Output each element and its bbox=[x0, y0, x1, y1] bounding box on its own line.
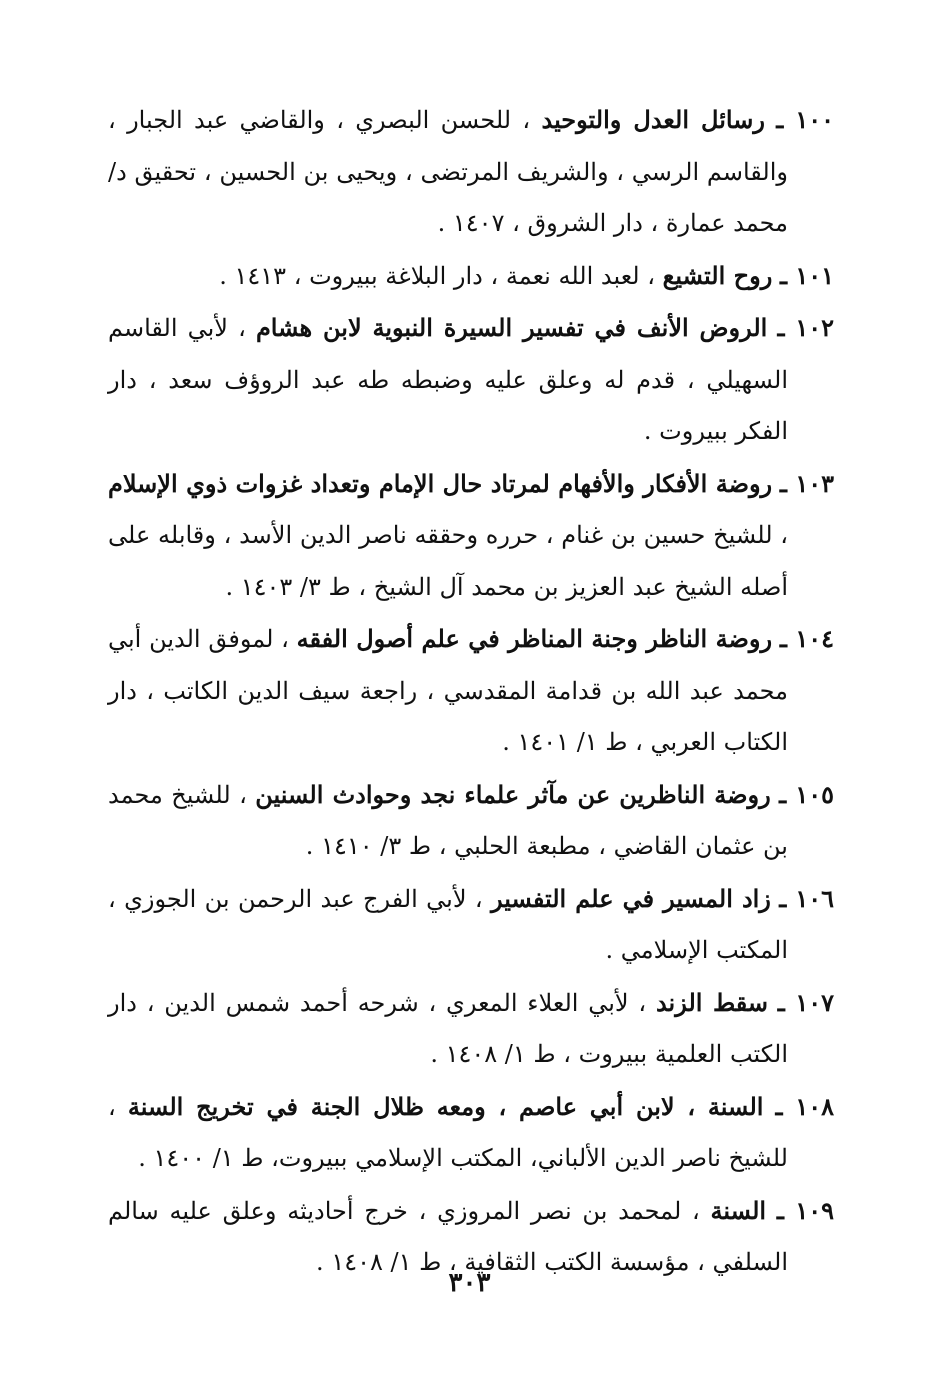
entry-title: السنة ، لابن أبي عاصم ، ومعه ظلال الجنة في تخريج السنة bbox=[127, 1091, 764, 1121]
entry-number: ١٠٩ ـ bbox=[776, 1195, 834, 1225]
page-number: ٣٠٣ bbox=[448, 1268, 491, 1298]
bibliography-entry bbox=[108, 458, 834, 614]
entry-number: ١٠١ ـ bbox=[779, 260, 834, 290]
entry-title: السنة bbox=[710, 1195, 767, 1225]
bibliography-entry bbox=[108, 250, 834, 303]
entry-number: ١٠٥ ـ bbox=[779, 779, 834, 809]
entry-title: روح التشيع bbox=[662, 260, 773, 290]
bibliography-entry bbox=[108, 769, 834, 873]
entry-title: رسائل العدل والتوحيد bbox=[541, 105, 765, 134]
bibliography-entry bbox=[108, 873, 834, 977]
bibliography-entry bbox=[108, 1081, 834, 1185]
entry-details: ، لأبي الفرج عبد الرحمن بن الجوزي ، المكتب الإسلامي . bbox=[108, 884, 788, 964]
entry-details: ، لعبد الله نعمة ، دار البلاغة ببيروت ، ١٤١٣ . bbox=[219, 261, 663, 290]
entry-details: ، للشيخ ناصر الدين الألباني، المكتب الإسلامي ببيروت، ط ١/ ١٤٠٠ . bbox=[108, 1092, 788, 1172]
entry-title: الروض الأنف في تفسير السيرة النبوية لابن هشام bbox=[255, 313, 768, 342]
entry-title: روضة الأفكار والأفهام لمرتاد حال الإمام وتعداد غزوات ذوي الإسلام bbox=[108, 468, 773, 498]
entry-number: ١٠٠ ـ bbox=[776, 105, 834, 134]
entry-number: ١٠٢ ـ bbox=[777, 313, 834, 342]
entry-title: روضة الناظرين عن مآثر علماء نجد وحوادث السنين bbox=[255, 779, 771, 809]
entry-details: ، للحسن البصري ، والقاضي عبد الجبار ، والقاسم الرسي ، والشريف المرتضى ، ويحيى بن الحسين ، تحقيق د/ محمد عمارة ، دار الشروق ، ١٤٠٧ . bbox=[108, 106, 788, 237]
entry-title: زاد المسير في علم التفسير bbox=[490, 883, 771, 913]
bibliography-entry bbox=[108, 94, 834, 250]
entry-details: ، لموفق الدين أبي محمد عبد الله بن قدامة المقدسي ، راجعة سيف الدين الكاتب ، دار الكتاب العربي ، ط ١/ ١٤٠١ . bbox=[108, 625, 788, 756]
entry-number: ١٠٨ ـ bbox=[775, 1091, 835, 1121]
entry-number: ١٠٣ ـ bbox=[779, 468, 834, 498]
entry-title: روضة الناظر وجنة المناظر في علم أصول الفقه bbox=[296, 624, 773, 653]
entry-number: ١٠٦ ـ bbox=[779, 883, 834, 913]
entry-details: ، لأبي القاسم السهيلي ، قدم له وعلق عليه وضبطه طه عبد الروؤف سعد ، دار الفكر ببيروت . bbox=[108, 314, 788, 445]
bibliography-entry bbox=[108, 613, 834, 769]
bibliography-list bbox=[108, 94, 834, 1289]
bibliography-entry bbox=[108, 977, 834, 1081]
entry-details: ، لمحمد بن نصر المروزي ، خرج أحاديثه وعلق عليه سالم السلفي ، مؤسسة الكتب الثقافية ، ط ١/ ١٤٠٨ . bbox=[108, 1196, 788, 1276]
entry-details: ، لأبي العلاء المعري ، شرحه أحمد شمس الدين ، دار الكتب العلمية ببيروت ، ط ١/ ١٤٠٨ . bbox=[108, 988, 788, 1068]
entry-details: ، للشيخ محمد بن عثمان القاضي ، مطبعة الحلبي ، ط ٣/ ١٤١٠ . bbox=[108, 780, 788, 860]
bibliography-entry bbox=[108, 302, 834, 458]
entry-number: ١٠٤ ـ bbox=[779, 624, 834, 653]
entry-details: ، للشيخ حسين بن غنام ، حرره وحققه ناصر الدين الأسد ، وقابله على أصله الشيخ عبد العزيز بن محمد آل الشيخ ، ط ٣/ ١٤٠٣ . bbox=[108, 521, 788, 601]
entry-number: ١٠٧ ـ bbox=[777, 987, 834, 1017]
entry-title: سقط الزند bbox=[655, 987, 768, 1017]
